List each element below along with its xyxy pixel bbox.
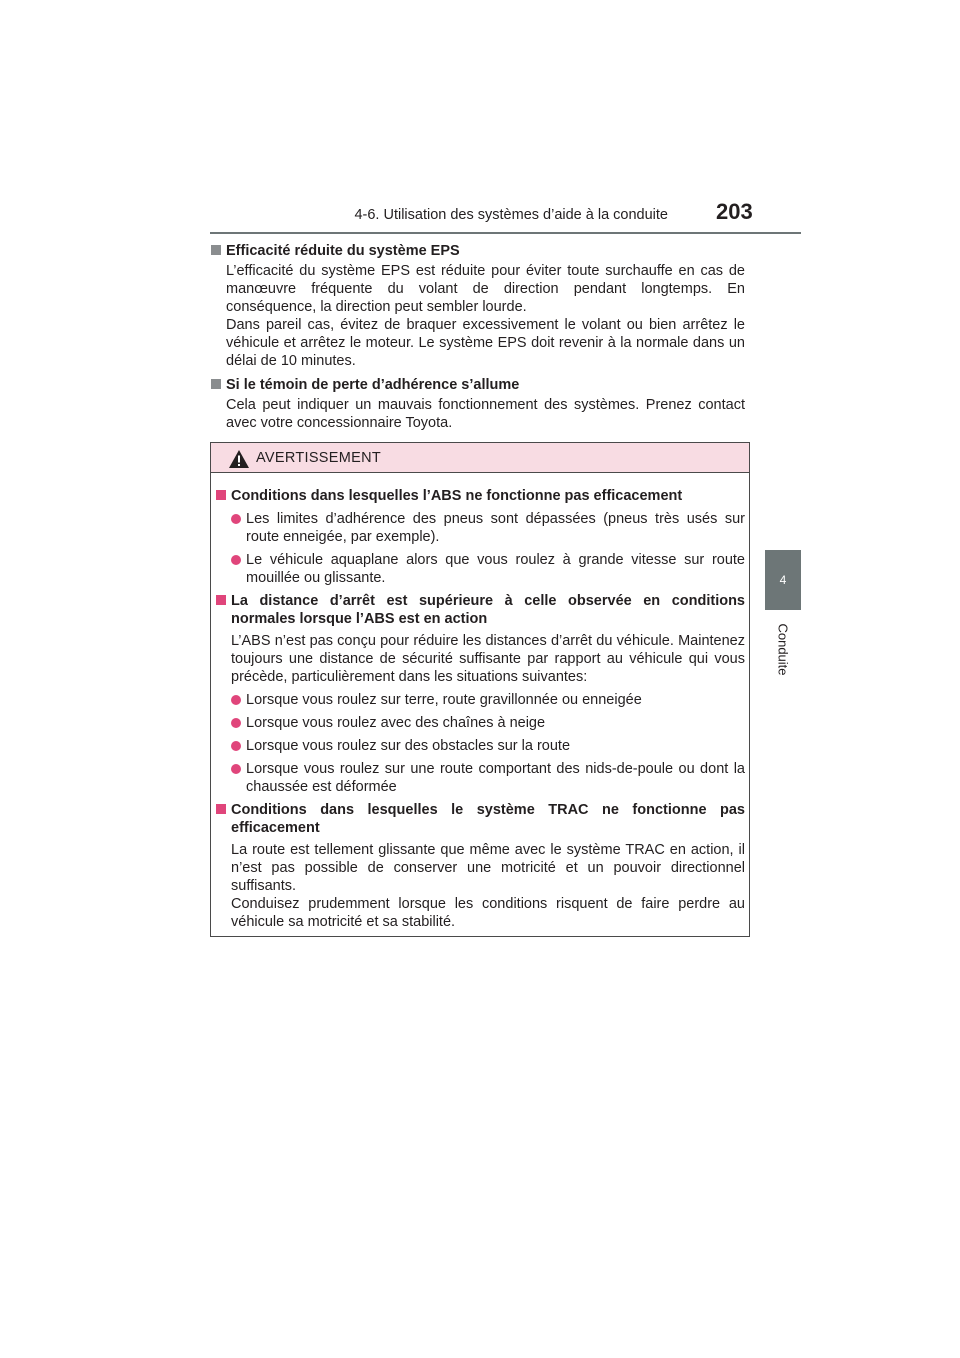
paragraph: Cela peut indiquer un mauvais fonctionnement des systèmes. Prenez contact avec votre concessionnaire Toyota.: [226, 397, 745, 431]
chapter-label: Conduite: [775, 622, 791, 676]
square-bullet-icon: [211, 379, 221, 389]
paragraph: L’ABS n’est pas conçu pour réduire les distances d’arrêt du véhicule. Maintenez toujours une distance de sécurité suffisante par rapport au véhicule qui vous précède, particulièrement dans les situations suivantes:: [231, 633, 745, 685]
section-title: 4-6. Utilisation des systèmes d’aide à la conduite: [354, 207, 668, 223]
warning-header: [211, 443, 749, 473]
paragraph: Dans pareil cas, évitez de braquer excessivement le volant ou bien arrêtez le véhicule et arrêtez le moteur. Le système EPS doit revenir à la normale dans un délai de 10 minutes.: [226, 317, 745, 369]
warning-triangle-icon: [228, 449, 250, 469]
main-content: [211, 242, 745, 438]
square-bullet-icon: [211, 245, 221, 255]
round-bullet-icon: [231, 555, 241, 565]
warning-section-trac: [216, 801, 745, 931]
warning-section-braking-distance: [216, 592, 745, 796]
round-bullet-icon: [231, 741, 241, 751]
header-divider: [210, 232, 801, 234]
section-heading: Efficacité réduite du système EPS: [211, 242, 745, 260]
warning-box: [210, 442, 750, 937]
warning-section-abs: [216, 487, 745, 587]
section-slip-indicator: [211, 376, 745, 432]
round-bullet-icon: [231, 695, 241, 705]
square-bullet-icon: [216, 804, 226, 814]
list-item: Les limites d’adhérence des pneus sont dépassées (pneus très usés sur route enneigée, par exemple).: [216, 510, 745, 546]
warning-heading: La distance d’arrêt est supérieure à celle observée en conditions normales lorsque l’ABS est en action: [216, 592, 745, 628]
paragraph: Conduisez prudemment lorsque les conditions risquent de faire perdre au véhicule sa motricité et sa stabilité.: [231, 896, 745, 930]
section-heading: Si le témoin de perte d’adhérence s’allume: [211, 376, 745, 394]
list-item: Lorsque vous roulez sur une route comportant des nids-de-poule ou dont la chaussée est déformée: [216, 760, 745, 796]
paragraph: La route est tellement glissante que même avec le système TRAC en action, il n’est pas possible de conserver une motricité et un pouvoir directionnel suffisants.: [231, 842, 745, 894]
warning-title: AVERTISSEMENT: [256, 450, 382, 466]
list-item: Lorsque vous roulez avec des chaînes à neige: [216, 714, 745, 732]
section-eps: [211, 242, 745, 370]
warning-heading: Conditions dans lesquelles le système TRAC ne fonctionne pas efficacement: [216, 801, 745, 837]
chapter-label-tab: [765, 618, 801, 680]
page-number: 203: [716, 199, 753, 224]
warning-body: [211, 473, 749, 931]
square-bullet-icon: [216, 595, 226, 605]
chapter-number-tab: [765, 550, 801, 610]
list-item: Lorsque vous roulez sur des obstacles sur la route: [216, 737, 745, 755]
round-bullet-icon: [231, 514, 241, 524]
round-bullet-icon: [231, 764, 241, 774]
round-bullet-icon: [231, 718, 241, 728]
square-bullet-icon: [216, 490, 226, 500]
chapter-number: 4: [779, 573, 787, 587]
list-item: Lorsque vous roulez sur terre, route gravillonnée ou enneigée: [216, 691, 745, 709]
paragraph: L’efficacité du système EPS est réduite pour éviter toute surchauffe en cas de manœuvre fréquente du volant de direction pendant longtemps. En conséquence, la direction peut sembler lourde.: [226, 263, 745, 315]
warning-heading: Conditions dans lesquelles l’ABS ne fonctionne pas efficacement: [216, 487, 745, 505]
list-item: Le véhicule aquaplane alors que vous roulez à grande vitesse sur route mouillée ou glissante.: [216, 551, 745, 587]
